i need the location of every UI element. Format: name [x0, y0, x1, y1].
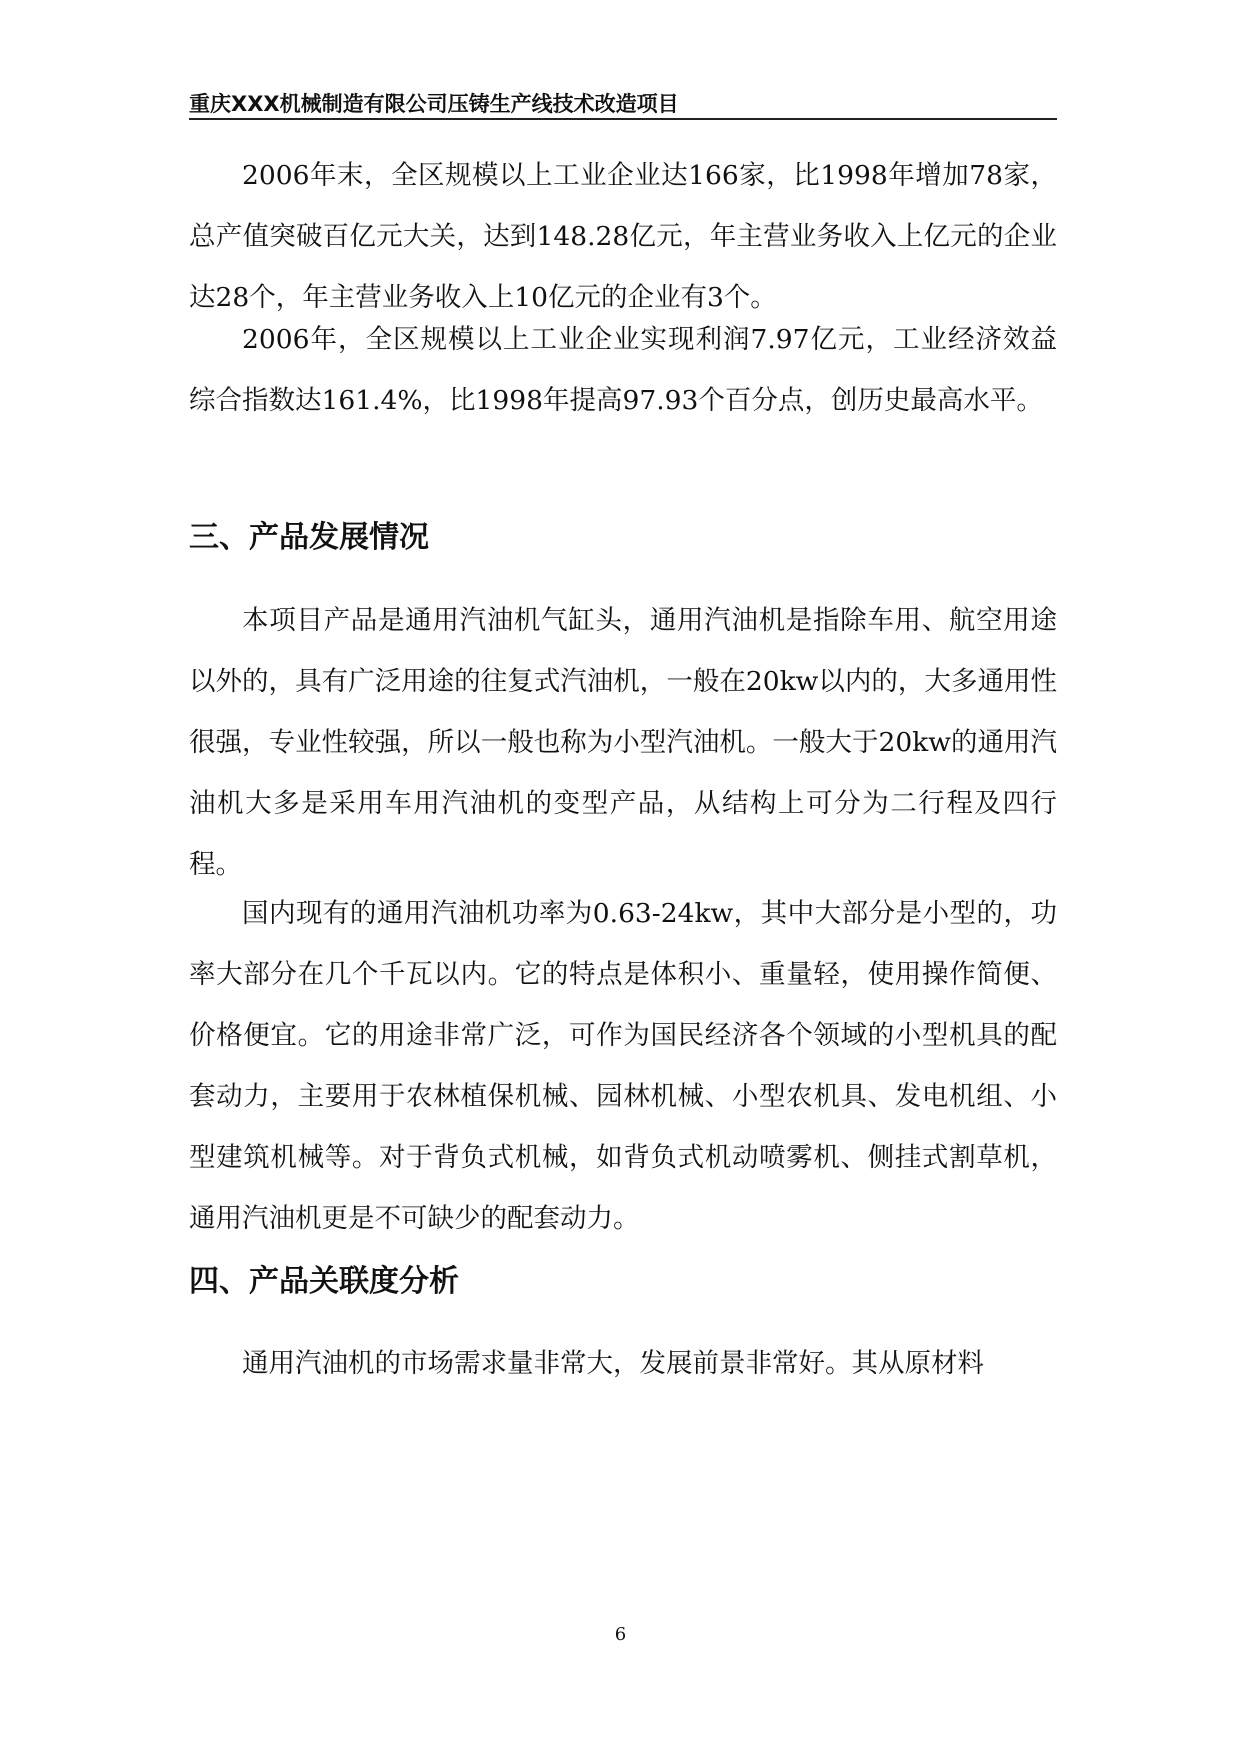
paragraph-product-description: 本项目产品是通用汽油机气缸头，通用汽油机是指除车用、航空用途以外的，具有广泛用途的往复式汽油机，一般在20kw以内的，大多通用性很强，专业性较强，所以一般也称为小型汽油机。一般大于20kw的通用汽油机大多是采用车用汽油机的变型产品，从结构上可分为二行程及四行程。 [189, 605, 1057, 880]
page-number: 6 [614, 1624, 627, 1645]
section-heading-product-correlation: 四、产品关联度分析 [189, 1264, 459, 1299]
paragraph-industry-profit: 2006年，全区规模以上工业企业实现利润7.97亿元，工业经济效益综合指数达161.4%，比1998年提高97.93个百分点，创历史最高水平。 [189, 324, 1057, 416]
header-title: 重庆XXX机械制造有限公司压铸生产线技术改造项目 [189, 92, 679, 116]
paragraph-market-demand: 通用汽油机的市场需求量非常大，发展前景非常好。其从原材料 [242, 1348, 984, 1379]
paragraph-industry-output: 2006年末，全区规模以上工业企业达166家，比1998年增加78家，总产值突破百亿元大关，达到148.28亿元，年主营业务收入上亿元的企业达28个，年主营业务收入上10亿元的企业有3个。 [189, 160, 1057, 313]
section-heading-product-development: 三、产品发展情况 [189, 520, 429, 555]
paragraph-domestic-engines: 国内现有的通用汽油机功率为0.63-24kw，其中大部分是小型的，功率大部分在几个千瓦以内。它的特点是体积小、重量轻，使用操作简便、价格便宜。它的用途非常广泛，可作为国民经济各个领域的小型机具的配套动力，主要用于农林植保机械、园林机械、小型农机具、发电机组、小型建筑机械等。对于背负式机械，如背负式机动喷雾机、侧挂式割草机，通用汽油机更是不可缺少的配套动力。 [189, 898, 1057, 1234]
running-header [189, 84, 1057, 120]
